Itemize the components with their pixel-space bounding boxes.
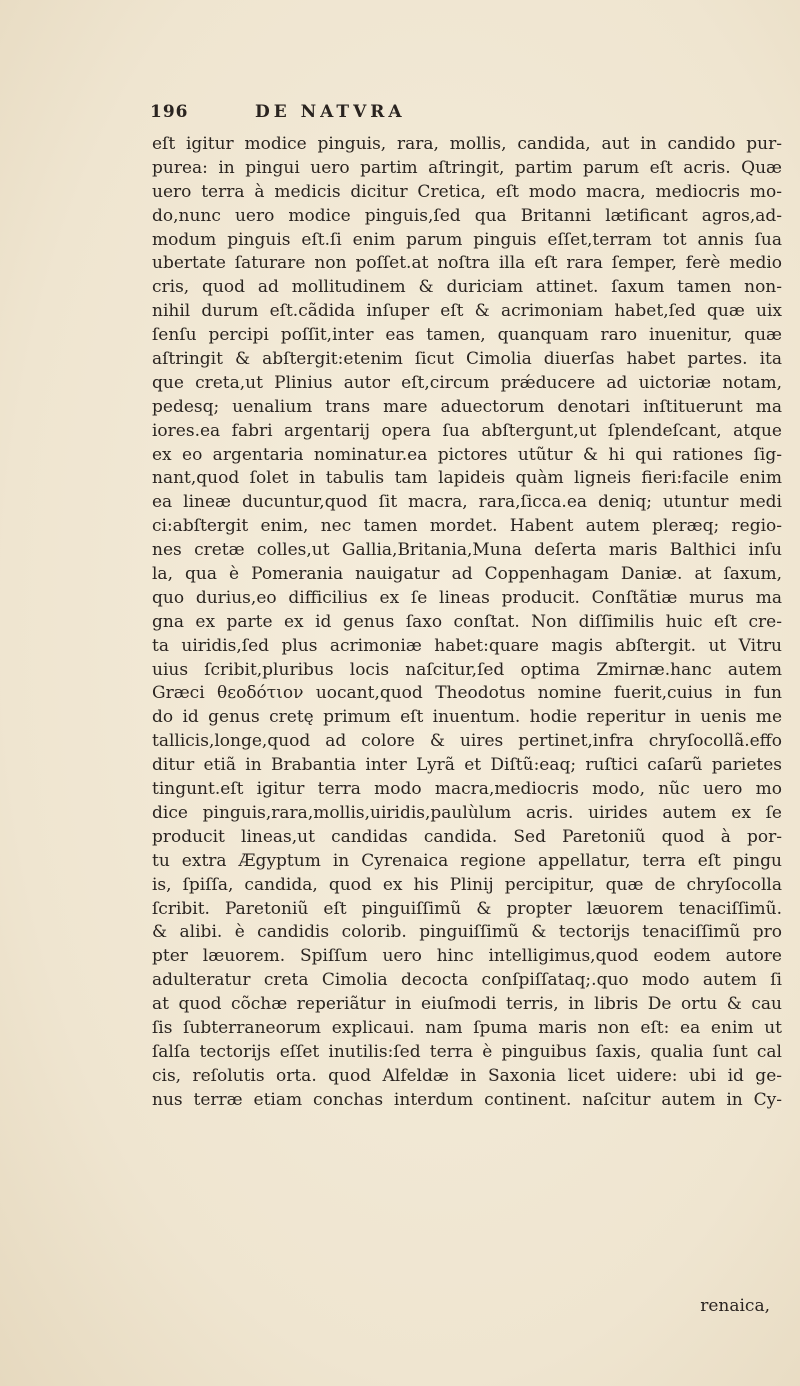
text-line: ſis ſubterraneorum explicaui. nam ſpuma maris non eſt: ea enim ut <box>152 1017 782 1038</box>
text-line: modum pinguis eſt.ſi enim parum pinguis eſſet,terram tot annis ſua <box>152 229 782 250</box>
text-line: do,nunc uero modice pinguis,ſed qua Britanni lætificant agros,ad‑ <box>152 205 782 226</box>
text-line: uius ſcribit,pluribus locis naſcitur,ſed optima Zmirnæ.hanc autem <box>152 659 782 680</box>
text-line: nes cretæ colles,ut Gallia,Britania,Muna deſerta maris Balthici inſu <box>152 540 782 561</box>
text-line: ex eo argentaria nominatur.ea pictores utũtur & hi qui rationes ſig‑ <box>152 444 782 465</box>
text-line: ubertate ſaturare non poſſet.at noſtra illa eſt rara ſemper, ferè medio <box>152 253 782 274</box>
text-line: is, ſpiſſa, candida, quod ex his Plinij percipitur, quæ de chryſocolla <box>152 874 782 895</box>
text-line: tu extra Ægyptum in Cyrenaica regione appellatur, terra eſt pingu <box>152 850 782 871</box>
text-line: tingunt.eſt igitur terra modo macra,mediocris modo, nũc uero mo <box>152 779 782 800</box>
text-line: cris, quod ad mollitudinem & duriciam attinet. ſaxum tamen non‑ <box>152 277 782 298</box>
text-line: ſenſu percipi poſſit,inter eas tamen, quanquam raro inuenitur, quæ <box>152 325 782 346</box>
text-line: aſtringit & abſtergit:etenim ſicut Cimolia diuerſas habet partes. ita <box>152 349 782 370</box>
text-line: at quod cõchæ reperiãtur in eiuſmodi terris, in libris De ortu & cau <box>152 994 782 1015</box>
text-line: nihil durum eſt.cãdida inſuper eſt & acrimoniam habet,ſed quæ uix <box>152 301 782 322</box>
text-line: ditur etiã in Brabantia inter Lyrã et Diſtũ:eaq; ruſtici caſarũ parietes <box>152 755 782 776</box>
page-number: 196 <box>150 102 189 122</box>
text-line: Græci θεοδότιον uocant,quod Theodotus nomine fuerit,cuius in fun <box>152 683 782 704</box>
text-line: ſalſa tectorijs eſſet inutilis:ſed terra è pinguibus ſaxis, qualia ſunt cal <box>152 1041 782 1062</box>
text-line: pter læuorem. Spiſſum uero hinc intelligimus,quod eodem autore <box>152 946 782 967</box>
text-line: producit lineas,ut candidas candida. Sed Paretoniũ quod à por‑ <box>152 826 782 847</box>
text-line: la, qua è Pomerania nauigatur ad Coppenhagam Daniæ. at ſaxum, <box>152 564 782 585</box>
text-line: que creta,ut Plinius autor eſt,circum prǽducere ad uictoriæ notam, <box>152 372 782 393</box>
body-text <box>152 133 782 1113</box>
text-line: adulteratur creta Cimolia decocta conſpiſſataq;.quo modo autem ſi <box>152 970 782 991</box>
catchword: renaica, <box>700 1296 770 1316</box>
text-line: gna ex parte ex id genus ſaxo conſtat. Non diſſimilis huic eſt cre‑ <box>152 611 782 632</box>
text-line: uero terra à medicis dicitur Cretica, eſt modo macra, mediocris mo‑ <box>152 181 782 202</box>
text-line: purea: in pingui uero partim aſtringit, partim parum eſt acris. Quæ <box>152 157 782 178</box>
text-line: do id genus cretę primum eſt inuentum. hodie reperitur in uenis me <box>152 707 782 728</box>
running-head: DE NATVRA <box>255 102 406 122</box>
text-line: ſcribit. Paretoniũ eſt pinguiſſimũ & propter læuorem tenaciſſimũ. <box>152 898 782 919</box>
text-line: pedesq; uenalium trans mare aduectorum denotari inſtituerunt ma <box>152 396 782 417</box>
text-line: tallicis,longe,quod ad colore & uires pertinet,infra chryſocollã.effo <box>152 731 782 752</box>
text-line: quo durius,eo difficilius ex ſe lineas producit. Conſtãtiæ murus ma <box>152 587 782 608</box>
text-line: & alibi. è candidis colorib. pinguiſſimũ & tectorijs tenaciſſimũ pro <box>152 922 782 943</box>
text-line: cis, reſolutis orta. quod Alfeldæ in Saxonia licet uidere: ubi id ge‑ <box>152 1065 782 1086</box>
text-line: nus terræ etiam conchas interdum continent. naſcitur autem in Cy‑ <box>152 1089 782 1110</box>
text-line: nant,quod ſolet in tabulis tam lapideis quàm ligneis fieri:facile enim <box>152 468 782 489</box>
text-line: ci:abſtergit enim, nec tamen mordet. Habent autem pleræq; regio‑ <box>152 516 782 537</box>
text-line: eſt igitur modice pinguis, rara, mollis, candida, aut in candido pur‑ <box>152 134 782 154</box>
text-line: ea lineæ ducuntur,quod ſit macra, rara,ſicca.ea deniq; utuntur medi <box>152 492 782 513</box>
text-line: dice pinguis,rara,mollis,uiridis,paulùlum acris. uirides autem ex ſe <box>152 802 782 823</box>
page-header <box>150 102 650 132</box>
text-line: iores.ea fabri argentarij opera ſua abſtergunt,ut ſplendeſcant, atque <box>152 420 782 441</box>
text-line: ta uiridis,ſed plus acrimoniæ habet:quare magis abſtergit. ut Vitru <box>152 635 782 656</box>
